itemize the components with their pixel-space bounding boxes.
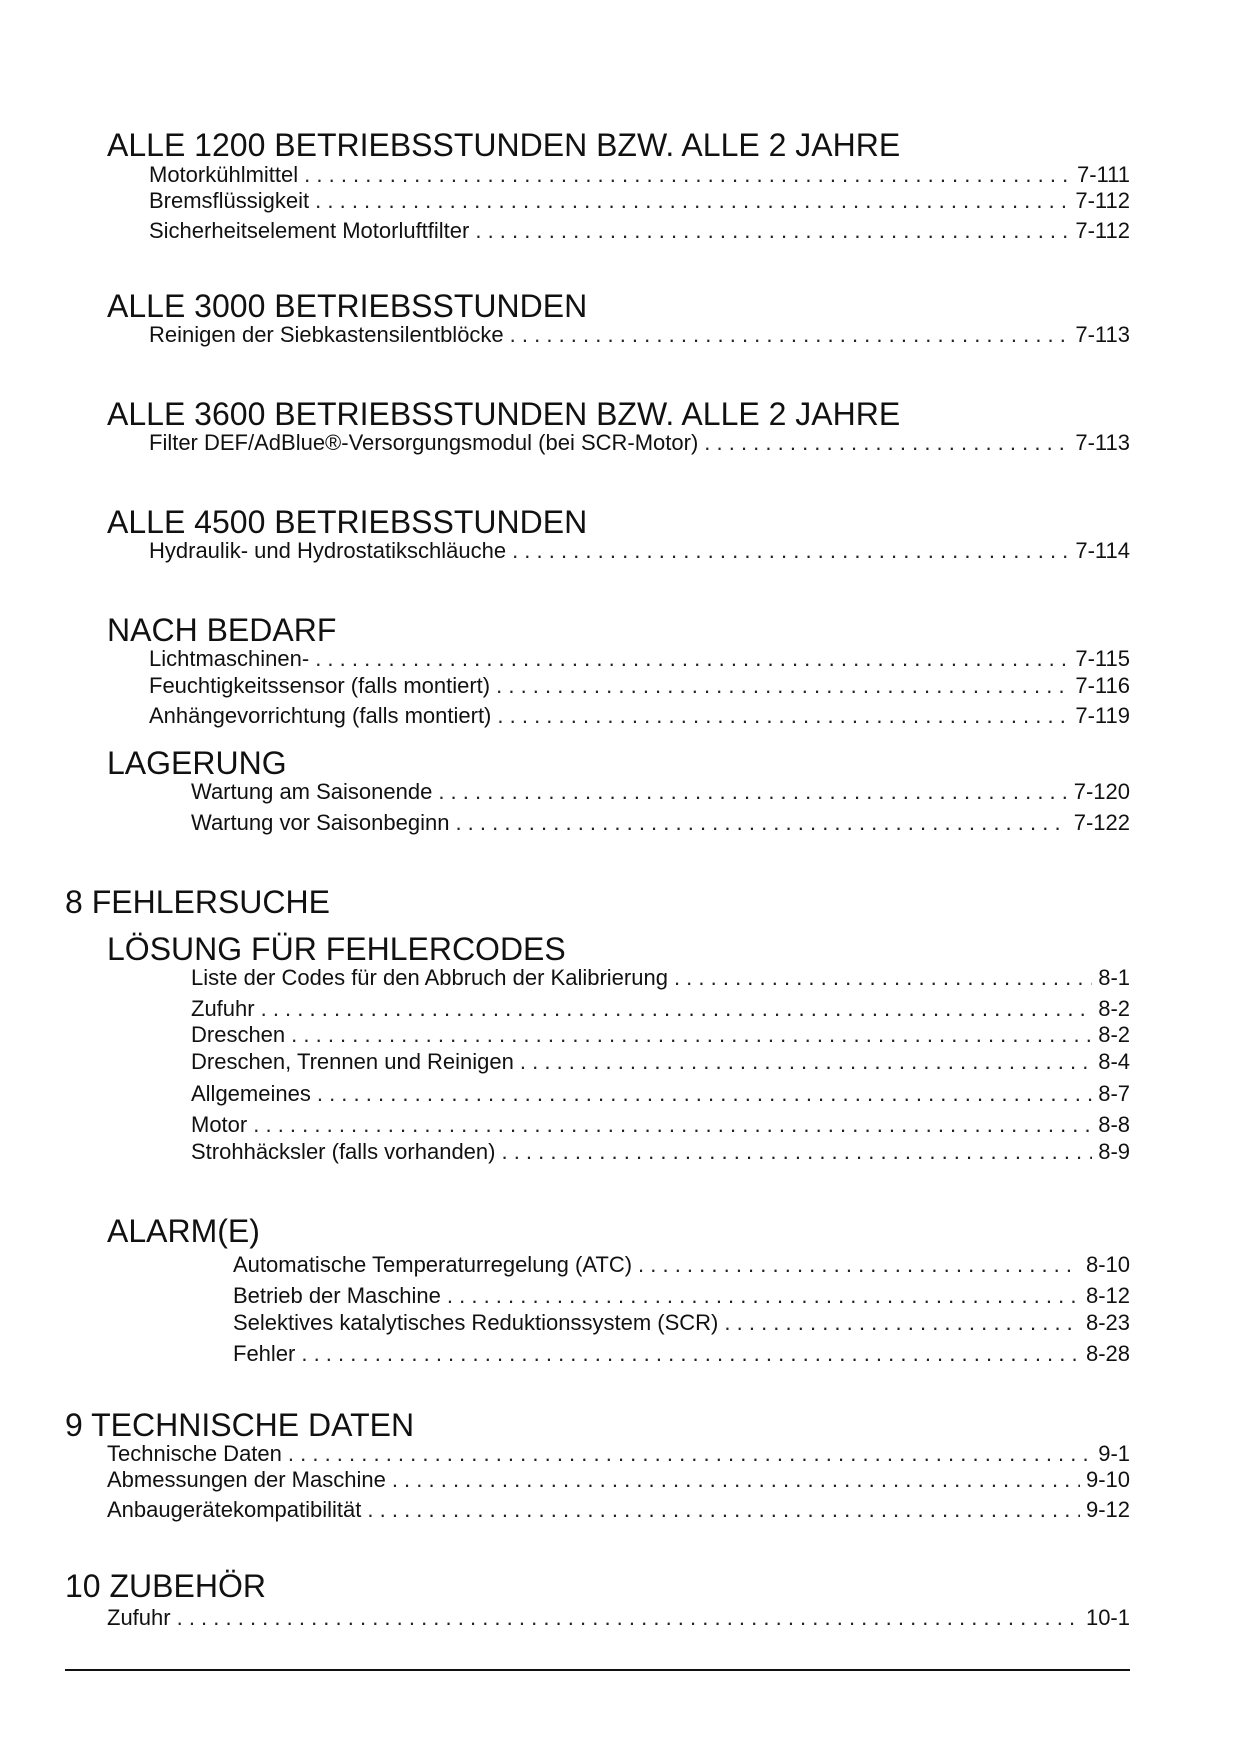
toc-entry[interactable] <box>233 1252 1130 1278</box>
dot-leader <box>315 646 1069 672</box>
entry-title: Selektives katalytisches Reduktionssystem (SCR) <box>233 1310 719 1335</box>
dot-leader <box>704 430 1069 456</box>
entry-title: Dreschen <box>191 1022 286 1047</box>
dot-leader <box>724 1310 1080 1336</box>
section-heading: LÖSUNG FÜR FEHLERCODES <box>107 931 566 967</box>
toc-entry[interactable] <box>107 1497 1130 1523</box>
dot-leader <box>288 1441 1092 1467</box>
dot-leader <box>501 1139 1092 1165</box>
entry-page: 8-8 <box>1098 1112 1130 1137</box>
entry-title: Filter DEF/AdBlue®-Versorgungsmodul (bei SCR-Motor) <box>149 430 699 455</box>
entry-title: Sicherheitselement Motorluftfilter <box>149 218 470 243</box>
dot-leader <box>497 703 1069 729</box>
entry-page: 9-10 <box>1085 1467 1130 1492</box>
entry-title: Zufuhr <box>191 996 255 1021</box>
toc-entry[interactable] <box>191 1139 1130 1165</box>
toc-entry[interactable] <box>191 996 1130 1022</box>
dot-leader <box>301 1341 1080 1367</box>
dot-leader <box>512 538 1069 564</box>
entry-title: Liste der Codes für den Abbruch der Kalibrierung <box>191 965 668 990</box>
toc-entry[interactable] <box>149 218 1130 244</box>
dot-leader <box>438 779 1067 805</box>
toc-entry[interactable] <box>107 1467 1130 1493</box>
entry-title: Bremsflüssigkeit <box>149 188 310 213</box>
toc-entry[interactable] <box>191 1112 1130 1138</box>
entry-page: 7-122 <box>1073 810 1130 835</box>
entry-title: Fehler <box>233 1341 296 1366</box>
entry-page: 8-4 <box>1098 1049 1130 1074</box>
toc-entry[interactable] <box>107 1605 1130 1631</box>
dot-leader <box>177 1605 1080 1631</box>
dot-leader <box>475 218 1069 244</box>
entry-title: Anbaugerätekompatibilität <box>107 1497 362 1522</box>
entry-title: Anhängevorrichtung (falls montiert) <box>149 703 492 728</box>
toc-entry[interactable] <box>149 430 1130 456</box>
entry-page: 8-10 <box>1085 1252 1130 1277</box>
entry-page: 7-120 <box>1073 779 1130 804</box>
entry-title: Wartung vor Saisonbeginn <box>191 810 450 835</box>
entry-page: 8-1 <box>1098 965 1130 990</box>
toc-entry[interactable] <box>191 1022 1130 1048</box>
entry-page: 10-1 <box>1085 1605 1130 1630</box>
dot-leader <box>496 673 1069 699</box>
entry-page: 8-2 <box>1098 996 1130 1021</box>
toc-entry[interactable] <box>233 1283 1130 1309</box>
section-heading: ALLE 4500 BETRIEBSSTUNDEN <box>107 504 588 540</box>
entry-title: Wartung am Saisonende <box>191 779 433 804</box>
entry-page: 8-23 <box>1085 1310 1130 1335</box>
dot-leader <box>510 322 1070 348</box>
toc-entry[interactable] <box>149 703 1130 729</box>
chapter-heading: 8 FEHLERSUCHE <box>65 884 330 920</box>
entry-page: 7-115 <box>1075 646 1130 671</box>
entry-page: 7-116 <box>1075 673 1130 698</box>
entry-title: Allgemeines <box>191 1081 311 1106</box>
toc-entry[interactable] <box>191 1081 1130 1107</box>
entry-page: 7-114 <box>1075 538 1130 563</box>
entry-title: Motor <box>191 1112 248 1137</box>
toc-entry[interactable] <box>149 188 1130 214</box>
dot-leader <box>638 1252 1080 1278</box>
dot-leader <box>304 162 1071 188</box>
entry-title: Zufuhr <box>107 1605 171 1630</box>
dot-leader <box>253 1112 1092 1138</box>
dot-leader <box>317 1081 1092 1107</box>
entry-page: 8-7 <box>1098 1081 1130 1106</box>
footer-rule <box>65 1669 1130 1671</box>
dot-leader <box>520 1049 1092 1075</box>
entry-page: 7-113 <box>1075 322 1130 347</box>
toc-entry[interactable] <box>149 673 1130 699</box>
dot-leader <box>455 810 1067 836</box>
dot-leader <box>674 965 1092 991</box>
chapter-heading: 10 ZUBEHÖR <box>65 1568 266 1604</box>
dot-leader <box>261 996 1093 1022</box>
entry-title: Dreschen, Trennen und Reinigen <box>191 1049 514 1074</box>
toc-entry[interactable] <box>149 162 1130 188</box>
entry-title: Technische Daten <box>107 1441 282 1466</box>
section-heading: ALLE 1200 BETRIEBSSTUNDEN BZW. ALLE 2 JAHRE <box>107 127 901 163</box>
dot-leader <box>291 1022 1092 1048</box>
section-heading: LAGERUNG <box>107 745 287 781</box>
toc-entry[interactable] <box>149 538 1130 564</box>
entry-page: 7-111 <box>1076 162 1130 187</box>
entry-page: 8-9 <box>1098 1139 1130 1164</box>
toc-entry[interactable] <box>191 1049 1130 1075</box>
entry-title: Automatische Temperaturregelung (ATC) <box>233 1252 633 1277</box>
section-heading: ALARM(E) <box>107 1213 260 1249</box>
dot-leader <box>392 1467 1080 1493</box>
entry-page: 7-119 <box>1075 703 1130 728</box>
toc-entry[interactable] <box>149 322 1130 348</box>
entry-page: 8-12 <box>1085 1283 1130 1308</box>
toc-entry[interactable] <box>191 779 1130 805</box>
dot-leader <box>367 1497 1080 1523</box>
entry-title: Strohhäcksler (falls vorhanden) <box>191 1139 496 1164</box>
entry-title: Motorkühlmittel <box>149 162 299 187</box>
section-heading: ALLE 3600 BETRIEBSSTUNDEN BZW. ALLE 2 JAHRE <box>107 396 901 432</box>
dot-leader <box>447 1283 1080 1309</box>
entry-page: 7-112 <box>1075 188 1130 213</box>
toc-entry[interactable] <box>191 965 1130 991</box>
entry-title: Lichtmaschinen- <box>149 646 310 671</box>
toc-entry[interactable] <box>107 1441 1130 1467</box>
entry-page: 9-1 <box>1098 1441 1130 1466</box>
section-heading: NACH BEDARF <box>107 612 337 648</box>
toc-entry[interactable] <box>149 646 1130 672</box>
entry-page: 8-2 <box>1098 1022 1130 1047</box>
entry-title: Betrieb der Maschine <box>233 1283 441 1308</box>
toc-entry[interactable] <box>233 1310 1130 1336</box>
entry-page: 7-112 <box>1075 218 1130 243</box>
toc-entry[interactable] <box>233 1341 1130 1367</box>
entry-title: Feuchtigkeitssensor (falls montiert) <box>149 673 491 698</box>
entry-title: Hydraulik- und Hydrostatikschläuche <box>149 538 507 563</box>
section-heading: ALLE 3000 BETRIEBSSTUNDEN <box>107 288 588 324</box>
entry-title: Abmessungen der Maschine <box>107 1467 386 1492</box>
entry-page: 8-28 <box>1085 1341 1130 1366</box>
dot-leader <box>315 188 1069 214</box>
toc-entry[interactable] <box>191 810 1130 836</box>
entry-page: 7-113 <box>1075 430 1130 455</box>
chapter-heading: 9 TECHNISCHE DATEN <box>65 1407 415 1443</box>
entry-title: Reinigen der Siebkastensilentblöcke <box>149 322 504 347</box>
entry-page: 9-12 <box>1085 1497 1130 1522</box>
